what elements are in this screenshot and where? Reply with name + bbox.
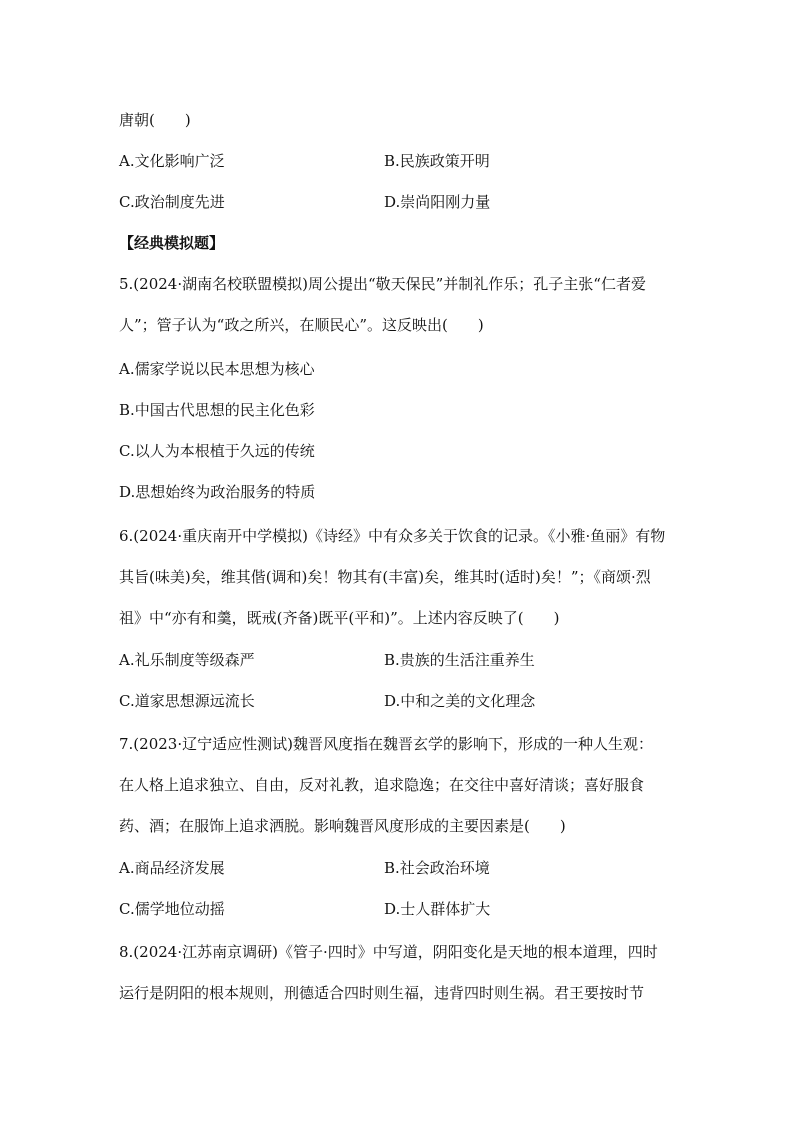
question-7-option-c: C.儒学地位动摇 bbox=[119, 900, 225, 918]
question-7-options-row-1 bbox=[119, 858, 719, 878]
question-6-options-row-1 bbox=[119, 650, 719, 670]
question-6-option-d: D.中和之美的文化理念 bbox=[384, 692, 536, 710]
question-6-option-a: A.礼乐制度等级森严 bbox=[119, 651, 255, 669]
question-7-line-2: 在人格上追求独立、自由，反对礼教，追求隐逸；在交往中喜好清谈；喜好服食 bbox=[119, 776, 645, 794]
section-header: 【经典模拟题】 bbox=[119, 234, 225, 252]
question-8-line-1: 8.(2024·江苏南京调研)《管子·四时》中写道，阴阳变化是天地的根本道理，四时 bbox=[119, 943, 658, 961]
question-4-option-c: C.政治制度先进 bbox=[119, 193, 225, 211]
question-4-option-d: D.崇尚阳刚力量 bbox=[384, 193, 491, 211]
question-4-options-row-1 bbox=[119, 151, 719, 171]
question-4-options-row-2 bbox=[119, 192, 719, 212]
question-7-option-b: B.社会政治环境 bbox=[384, 859, 490, 877]
question-7-options-row-2 bbox=[119, 899, 719, 919]
question-6-option-c: C.道家思想源远流长 bbox=[119, 692, 255, 710]
question-4-option-b: B.民族政策开明 bbox=[384, 152, 490, 170]
question-5-option-b: B.中国古代思想的民主化色彩 bbox=[119, 401, 315, 419]
question-6-line-3: 祖》中“亦有和羹，既戒(齐备)既平(平和)”。上述内容反映了( ) bbox=[119, 609, 560, 627]
question-7-line-3: 药、酒；在服饰上追求洒脱。影响魏晋风度形成的主要因素是( ) bbox=[119, 817, 566, 835]
question-4-tail: 唐朝( ) bbox=[119, 111, 191, 129]
question-8-line-2: 运行是阴阳的根本规则，刑德适合四时则生福，违背四时则生祸。君王要按时节 bbox=[119, 984, 645, 1002]
question-5-option-c: C.以人为本根植于久远的传统 bbox=[119, 442, 315, 460]
question-6-option-b: B.贵族的生活注重养生 bbox=[384, 651, 535, 669]
question-4-option-a: A.文化影响广泛 bbox=[119, 152, 225, 170]
question-5-line-2: 人”；管子认为“政之所兴，在顺民心”。这反映出( ) bbox=[119, 316, 484, 334]
question-7-option-d: D.士人群体扩大 bbox=[384, 900, 491, 918]
question-6-line-2: 其旨(味美)矣，维其偕(调和)矣！物其有(丰富)矣，维其时(适时)矣！”；《商颂·烈 bbox=[119, 568, 651, 586]
question-5-line-1: 5.(2024·湖南名校联盟模拟)周公提出“敬天保民”并制礼作乐；孔子主张“仁者爱 bbox=[119, 275, 646, 293]
question-7-line-1: 7.(2023·辽宁适应性测试)魏晋风度指在魏晋玄学的影响下，形成的一种人生观： bbox=[119, 735, 653, 753]
question-5-option-d: D.思想始终为政治服务的特质 bbox=[119, 483, 316, 501]
question-5-option-a: A.儒家学说以民本思想为核心 bbox=[119, 360, 315, 378]
question-7-option-a: A.商品经济发展 bbox=[119, 859, 225, 877]
question-6-line-1: 6.(2024·重庆南开中学模拟)《诗经》中有众多关于饮食的记录。《小雅·鱼丽》有物 bbox=[119, 527, 666, 545]
question-6-options-row-2 bbox=[119, 691, 719, 711]
